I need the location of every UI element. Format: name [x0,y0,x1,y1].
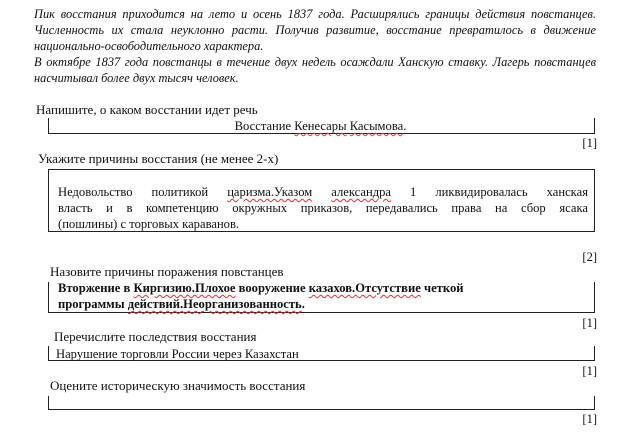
question-2-answer-line-3: (пошлины) с торговых караванов. [58,217,240,231]
source-paragraph-2: В октябре 1837 года повстанцы в течение двух недель осаждали Ханскую ставку. Лагерь повстанцев насчитывал более двух тысяч человек. [34,55,596,85]
question-3-answer-line-1: Вторжение в Киргизию.Плохое вооружение казахов.Отсутствие четкой [58,281,464,295]
question-4-prompt: Перечислите последствия восстания [54,329,257,344]
question-1-mark: [1] [582,136,597,150]
question-4-mark: [1] [582,364,597,378]
question-2-answer-line-1: Недовольство политикой царизма.Указом александра 1 ликвидировалась ханская [58,185,588,199]
question-5-prompt: Оцените историческую значимость восстания [50,378,306,393]
question-3-prompt: Назовите причины поражения повстанцев [50,264,284,279]
question-2-mark: [2] [582,250,597,264]
question-5-mark: [1] [582,412,597,426]
question-2-answer [58,184,588,232]
question-1-answer: Восстание Кенесары Касымова. [234,119,407,133]
question-2-prompt: Укажите причины восстания (не менее 2-х) [38,151,279,166]
question-2-answer-line-2: власть и в компетенцию окружных приказов, передавались права на сбор ясака [58,201,588,215]
question-3-answer [58,280,538,312]
question-3-mark: [1] [582,316,597,330]
question-1-prompt: Напишите, о каком восстании идет речь [36,102,258,117]
question-3-answer-line-2: программы действий.Неорганизованность. [58,297,305,311]
source-text [34,6,596,86]
question-4-answer: Нарушение торговли России через Казахстан [56,347,299,361]
source-paragraph-1: Пик восстания приходится на лето и осень 1837 года. Расширялись границы действия повстанцев. Численность их стала неуклонно расти. Получив развитие, восстание превратилось в движение национально-освободительного характера. [34,7,596,53]
question-5-answer-box[interactable] [48,396,595,410]
